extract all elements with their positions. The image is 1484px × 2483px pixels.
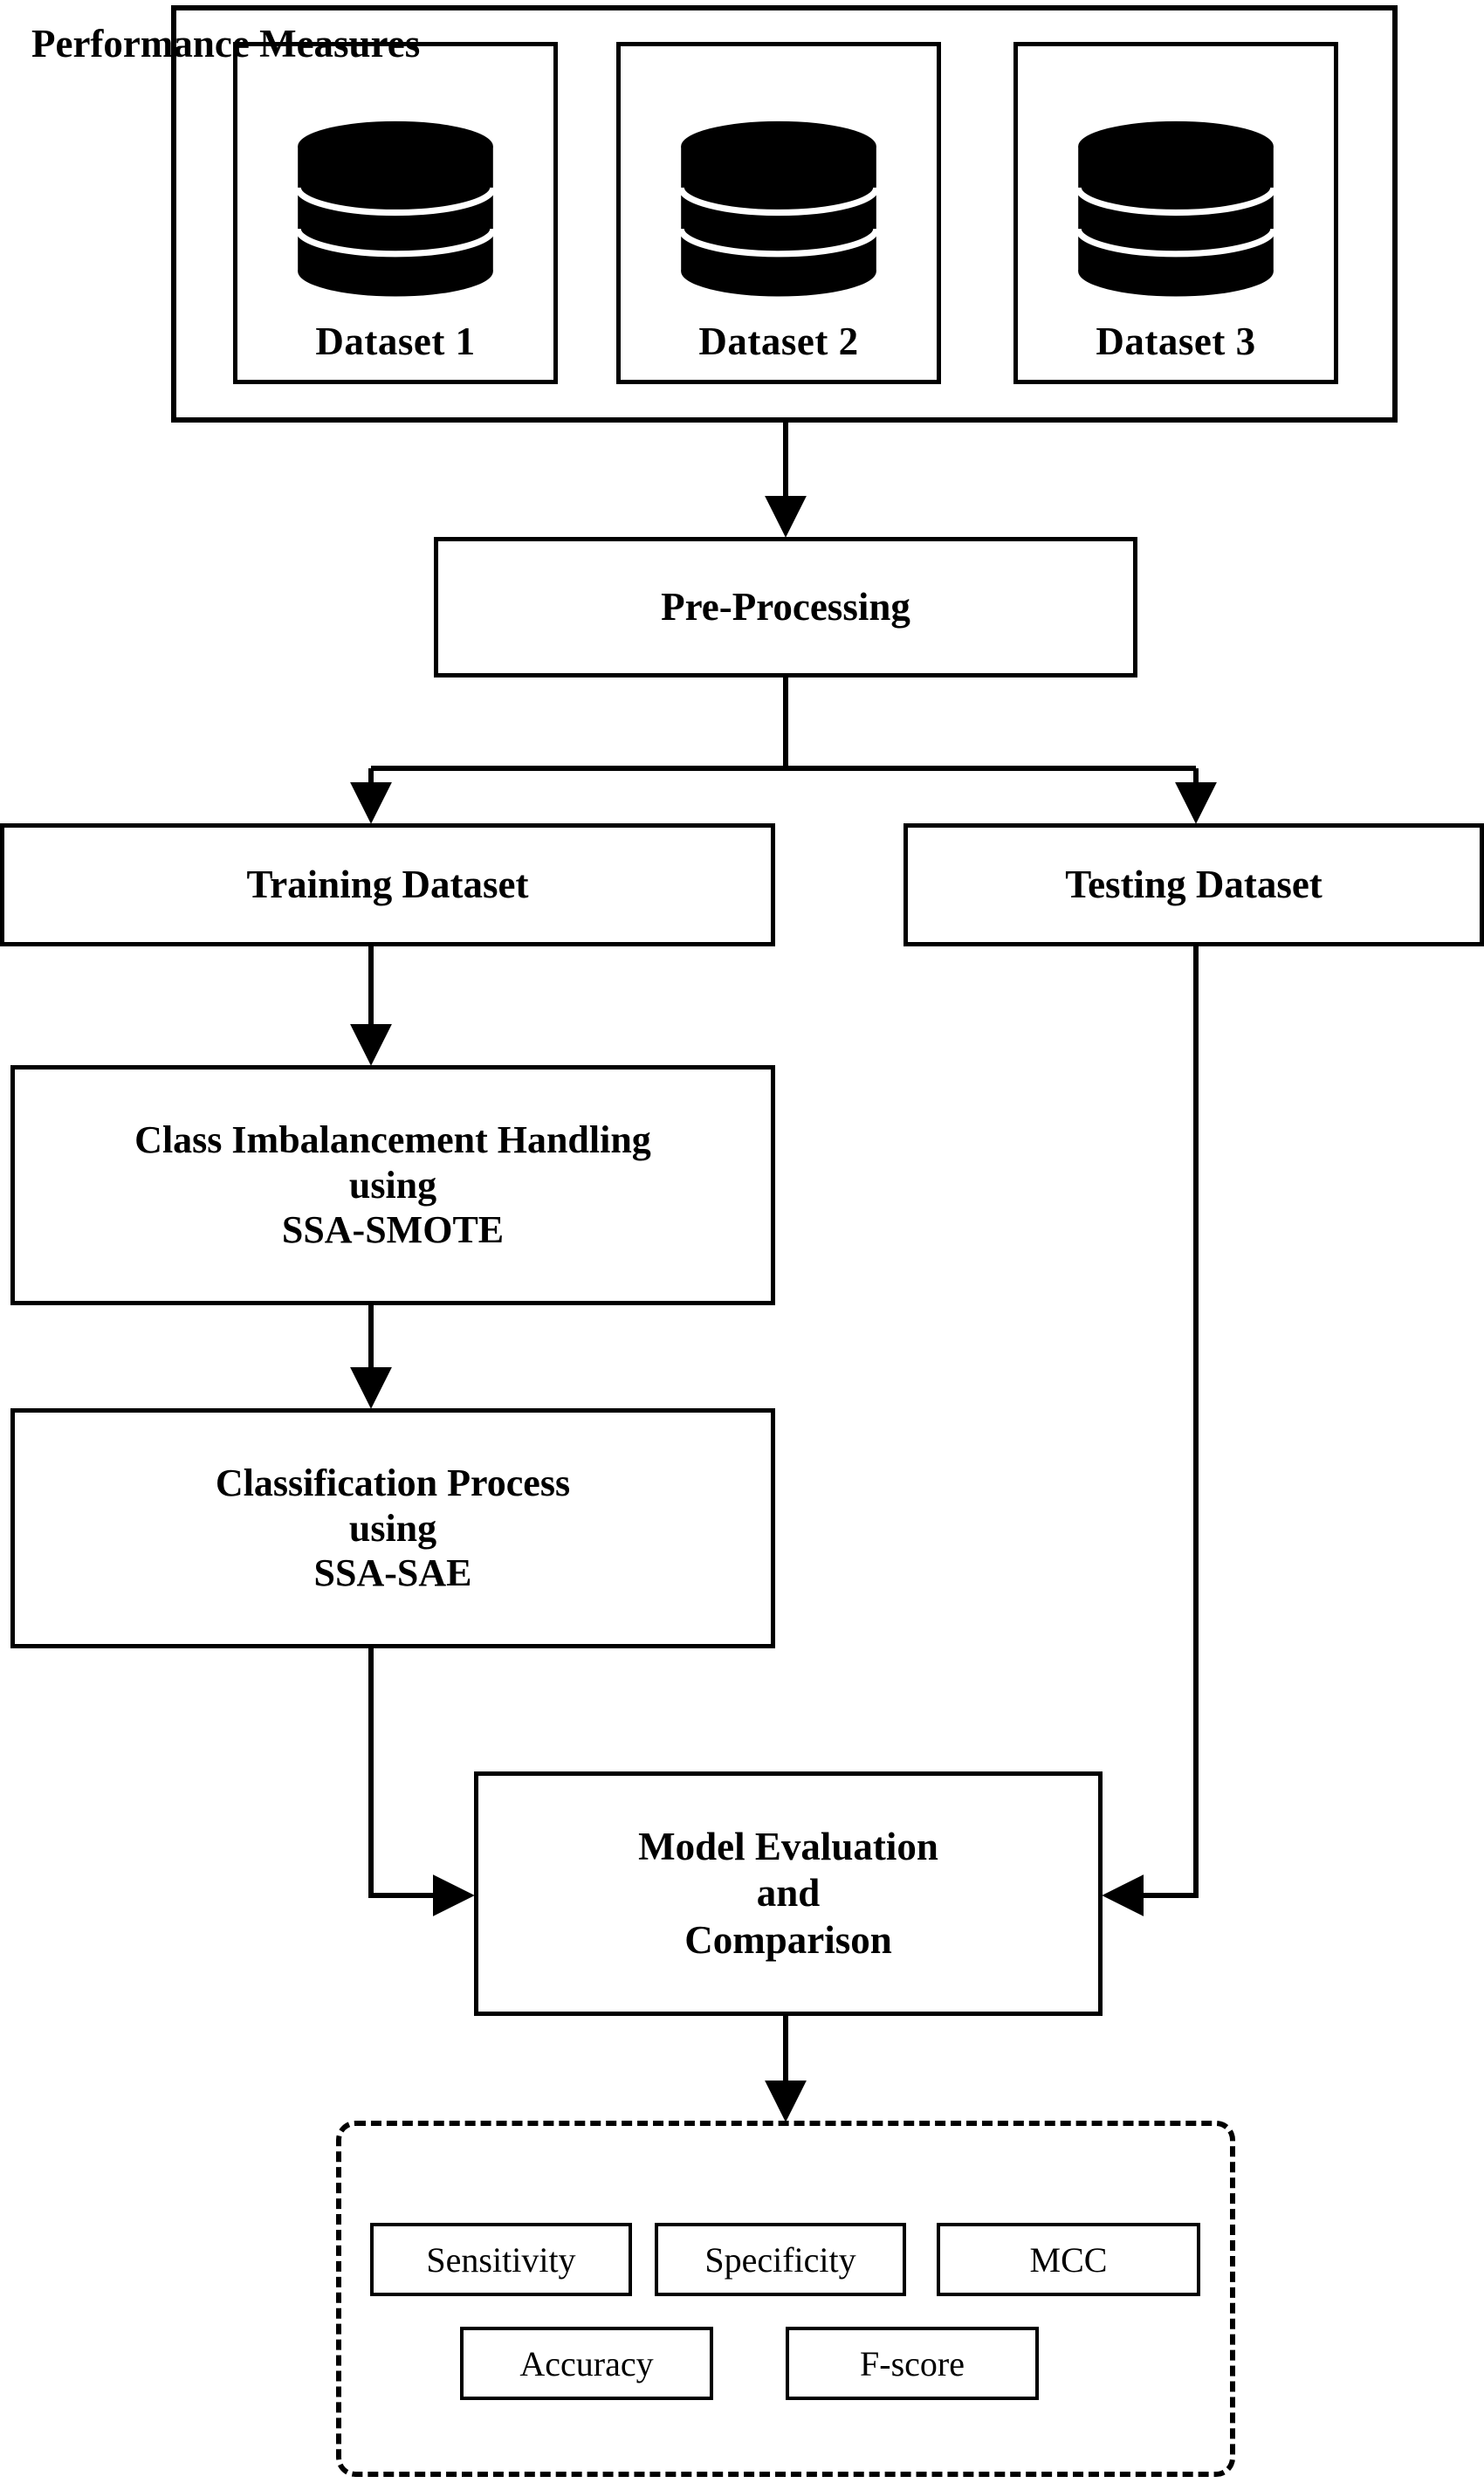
performance-measures-title: Performance Measures	[31, 22, 421, 65]
node-label-line3: SSA-SAE	[313, 1551, 472, 1595]
performance-measures-panel	[336, 2121, 1235, 2477]
node-classification-process[interactable]	[10, 1408, 775, 1648]
database-icon	[1049, 119, 1302, 306]
node-testing-dataset[interactable]	[903, 823, 1484, 946]
metric-specificity[interactable]: Specificity	[655, 2223, 906, 2296]
dataset-card-2[interactable]	[616, 42, 941, 384]
metric-sensitivity[interactable]: Sensitivity	[370, 2223, 632, 2296]
node-label-line1: Class Imbalancement Handling	[134, 1118, 651, 1161]
node-label-line2: and	[756, 1871, 821, 1916]
metric-accuracy[interactable]: Accuracy	[460, 2327, 713, 2400]
node-label-line1: Model Evaluation	[638, 1825, 938, 1869]
node-training-dataset[interactable]	[0, 823, 775, 946]
arrow-testing-to-evaluation	[1111, 946, 1196, 1895]
node-label-line2: using	[348, 1163, 437, 1207]
arrow-classification-to-evaluation	[371, 1648, 465, 1895]
database-icon	[652, 119, 905, 306]
dataset-card-3[interactable]	[1013, 42, 1338, 384]
dataset-card-label: Dataset 2	[698, 320, 859, 363]
dataset-card-1[interactable]	[233, 42, 558, 384]
node-class-imbalance-handling[interactable]	[10, 1065, 775, 1305]
node-label: Testing Dataset	[1065, 862, 1323, 906]
node-label-line1: Classification Process	[215, 1461, 571, 1504]
metric-mcc[interactable]: MCC	[937, 2223, 1200, 2296]
node-pre-processing[interactable]	[434, 537, 1137, 677]
node-label-line3: Comparison	[684, 1917, 892, 1962]
node-label: Training Dataset	[246, 862, 529, 906]
database-icon	[269, 119, 522, 306]
dataset-card-label: Dataset 3	[1096, 320, 1256, 363]
node-label: Pre-Processing	[661, 584, 910, 629]
metric-fscore[interactable]: F-score	[786, 2327, 1039, 2400]
node-label-line3: SSA-SMOTE	[281, 1208, 505, 1252]
dataset-card-label: Dataset 1	[315, 320, 476, 363]
node-model-evaluation[interactable]	[474, 1771, 1103, 2016]
node-label-line2: using	[348, 1506, 437, 1550]
